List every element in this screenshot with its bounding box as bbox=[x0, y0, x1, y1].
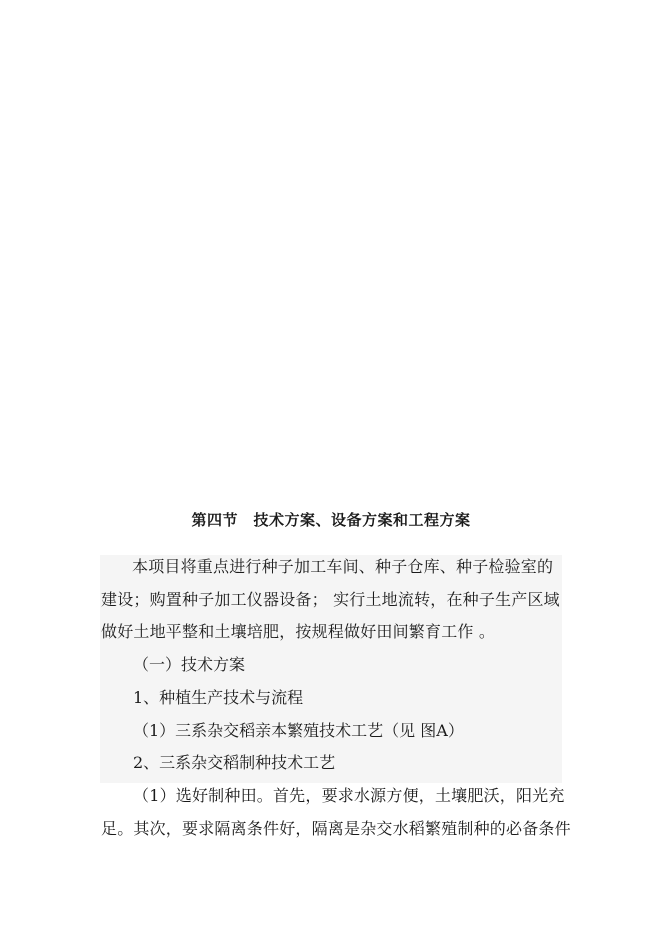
paragraph-line-2: 建设；购置种子加工仪器设备； 实行土地流转，在种子生产区域 bbox=[101, 590, 560, 609]
paragraph-line-3: 做好土地平整和土壤培肥，按规程做好田间繁育工作 。 bbox=[101, 622, 496, 641]
subheading-seed-production: 2、三系杂交稻制种技术工艺 bbox=[133, 753, 336, 772]
section-heading: 第四节 技术方案、设备方案和工程方案 bbox=[191, 511, 471, 529]
subheading-planting-process: 1、种植生产技术与流程 bbox=[133, 688, 304, 707]
paragraph-line-8: （1）选好制种田。首先，要求水源方便，土壤肥沃，阳光充 bbox=[133, 786, 565, 805]
item-parent-breeding: （1）三系杂交稻亲本繁殖技术工艺（见 图A） bbox=[133, 721, 464, 740]
paragraph-line-9: 足。其次，要求隔离条件好，隔离是杂交水稻繁殖制种的必备条件 bbox=[101, 819, 571, 838]
paragraph-line-1: 本项目将重点进行种子加工车间、种子仓库、种子检验室的 bbox=[132, 557, 554, 576]
subheading-technical-plan: （一）技术方案 bbox=[133, 655, 246, 674]
